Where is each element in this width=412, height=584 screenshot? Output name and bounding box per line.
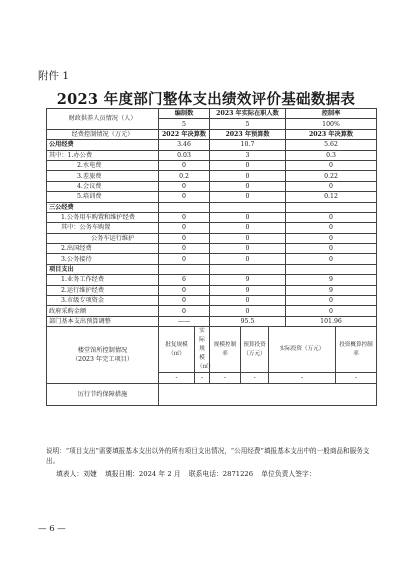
table-row (47, 244, 377, 254)
table-row (47, 150, 377, 160)
row-value: 0 (210, 192, 286, 202)
row-value: 0 (159, 212, 210, 222)
row-value: 0 (210, 244, 286, 254)
row-value: —— (159, 316, 210, 326)
building-h5: 实际投资（万元） (269, 327, 336, 373)
page-title: 2023 年度部门整体支出绩效评价基础数据表 (56, 91, 356, 108)
building-header-row (47, 327, 377, 373)
fill-date: 填报日期：2024 年 2 月 (104, 470, 181, 478)
row-value: 0 (210, 233, 286, 243)
row-value: 0 (286, 233, 377, 243)
attachment-label: 附件 1 (38, 70, 70, 82)
staff-budget-value: 5 (159, 119, 210, 129)
table-row (47, 202, 377, 212)
row-label: 其中：公务车购置 (47, 223, 159, 233)
row-label: 4.会议费 (47, 181, 159, 191)
table-row (47, 264, 377, 274)
row-value: 0 (159, 192, 210, 202)
building-value: - (210, 373, 241, 383)
funds-col-2022: 2022 年决算数 (159, 129, 210, 139)
row-value: 101.96 (286, 316, 377, 326)
row-value: 0 (159, 181, 210, 191)
row-value: 3.46 (159, 140, 210, 150)
table-row (47, 306, 377, 316)
row-label: 政府采购金额 (47, 306, 159, 316)
row-value: 0.03 (159, 150, 210, 160)
table-note: 说明：“项目支出”需要填报基本支出以外的所有项目支出情况，“公用经费”填报基本支出中的一般商品和服务支出。 (46, 447, 370, 465)
row-value: 6 (159, 275, 210, 285)
building-label-line2: （2023 年完工项目） (71, 355, 134, 363)
row-label: 公用经费 (47, 140, 159, 150)
row-value: 0 (210, 296, 286, 306)
row-label: 1.业务工作经费 (47, 275, 159, 285)
funds-col-2023-budget: 2023 年预算数 (210, 129, 286, 139)
staff-actual-value: 5 (210, 119, 286, 129)
row-value: 0.12 (286, 192, 377, 202)
row-value: 9 (286, 285, 377, 295)
row-value (210, 264, 286, 274)
row-value: 0 (286, 244, 377, 254)
row-label: 其中：1.办公费 (47, 150, 159, 160)
row-value: 0 (210, 254, 286, 264)
row-value: 0 (210, 181, 286, 191)
row-value: 9 (210, 285, 286, 295)
staff-rate-value: 100% (286, 119, 377, 129)
table-row (47, 285, 377, 295)
contact-phone: 联系电话：2871226 (188, 470, 254, 478)
row-value: 0 (286, 306, 377, 316)
saving-value (159, 383, 377, 405)
row-value: 0 (286, 296, 377, 306)
page-number: — 6 — (38, 524, 66, 534)
row-value: 0 (159, 254, 210, 264)
row-value: 0 (210, 212, 286, 222)
table-row (47, 254, 377, 264)
table-row (47, 140, 377, 150)
saving-label: 厉行节约保障措施 (47, 383, 159, 405)
building-h1: 批复规模（㎡） (159, 327, 195, 373)
row-value: 0 (159, 296, 210, 306)
row-label: 5.培训费 (47, 192, 159, 202)
staff-col-budget: 编制数 (159, 109, 210, 119)
building-value: - (159, 373, 195, 383)
building-value: - (241, 373, 269, 383)
row-value: 0 (286, 160, 377, 170)
funds-label: 经费控制情况（万元） (47, 129, 159, 139)
row-value: 0.2 (159, 171, 210, 181)
row-value (286, 264, 377, 274)
row-label: 3.差旅费 (47, 171, 159, 181)
table-row (47, 275, 377, 285)
table-row (47, 160, 377, 170)
row-value: 9 (210, 275, 286, 285)
fill-info (56, 468, 386, 478)
staff-label: 财政供养人员情况（人） (47, 109, 159, 130)
data-table (46, 108, 377, 406)
row-value: 0 (159, 306, 210, 316)
row-value: 0 (286, 181, 377, 191)
row-value: 10.7 (210, 140, 286, 150)
row-value: 95.5 (210, 316, 286, 326)
row-label: 2.水电费 (47, 160, 159, 170)
row-value (286, 202, 377, 212)
table-row (47, 316, 377, 326)
row-value: 3 (210, 150, 286, 160)
row-value (159, 202, 210, 212)
building-h2: 实际规模（㎡） (195, 327, 210, 373)
building-value: - (269, 373, 336, 383)
table-row (47, 223, 377, 233)
row-value: 0.3 (286, 150, 377, 160)
filler-name: 填表人：刘婕 (56, 470, 97, 478)
table-row (47, 212, 377, 222)
building-label-line1: 楼堂馆所控制情况 (77, 346, 128, 354)
row-value (159, 264, 210, 274)
row-value (210, 202, 286, 212)
row-label: 1.公务用车购置和维护经费 (47, 212, 159, 222)
table-row (47, 192, 377, 202)
building-value: - (195, 373, 210, 383)
row-value: 0 (286, 223, 377, 233)
row-label: 部门基本支出预算调整 (47, 316, 159, 326)
row-label: 三公经费 (47, 202, 159, 212)
table-row (47, 171, 377, 181)
saving-row (47, 383, 377, 405)
table-row (47, 296, 377, 306)
row-value: 0 (210, 223, 286, 233)
building-label (47, 327, 159, 383)
row-label: 公务车运行维护 (47, 233, 159, 243)
row-value: 0 (159, 223, 210, 233)
building-h3: 规模控制率 (210, 327, 241, 373)
staff-col-actual: 2023 年实际在职人数 (210, 109, 286, 119)
row-label: 3.市级专项资金 (47, 296, 159, 306)
row-label: 2.运行维护经费 (47, 285, 159, 295)
row-value: 0 (210, 306, 286, 316)
staff-header-row (47, 109, 377, 119)
funds-col-2023-final: 2023 年决算数 (286, 129, 377, 139)
leader-signature: 单位负责人签字： (261, 470, 316, 478)
row-value: 0 (286, 254, 377, 264)
row-value: 9 (286, 275, 377, 285)
row-value: 5.62 (286, 140, 377, 150)
building-h4: 预算投资（万元） (241, 327, 269, 373)
building-value: - (336, 373, 377, 383)
row-value: 0 (159, 244, 210, 254)
row-value: 0 (159, 160, 210, 170)
row-value: 0 (210, 171, 286, 181)
row-label: 3.公务接待 (47, 254, 159, 264)
table-row (47, 233, 377, 243)
row-value: 0 (286, 212, 377, 222)
building-h6: 投资概算控制率 (336, 327, 377, 373)
funds-header-row (47, 129, 377, 139)
row-label: 项目支出 (47, 264, 159, 274)
staff-col-rate: 控制率 (286, 109, 377, 119)
row-value: 0 (210, 160, 286, 170)
row-value: 0 (159, 233, 210, 243)
row-label: 2.出国经费 (47, 244, 159, 254)
row-value: 0.22 (286, 171, 377, 181)
row-value: 0 (159, 285, 210, 295)
table-row (47, 181, 377, 191)
